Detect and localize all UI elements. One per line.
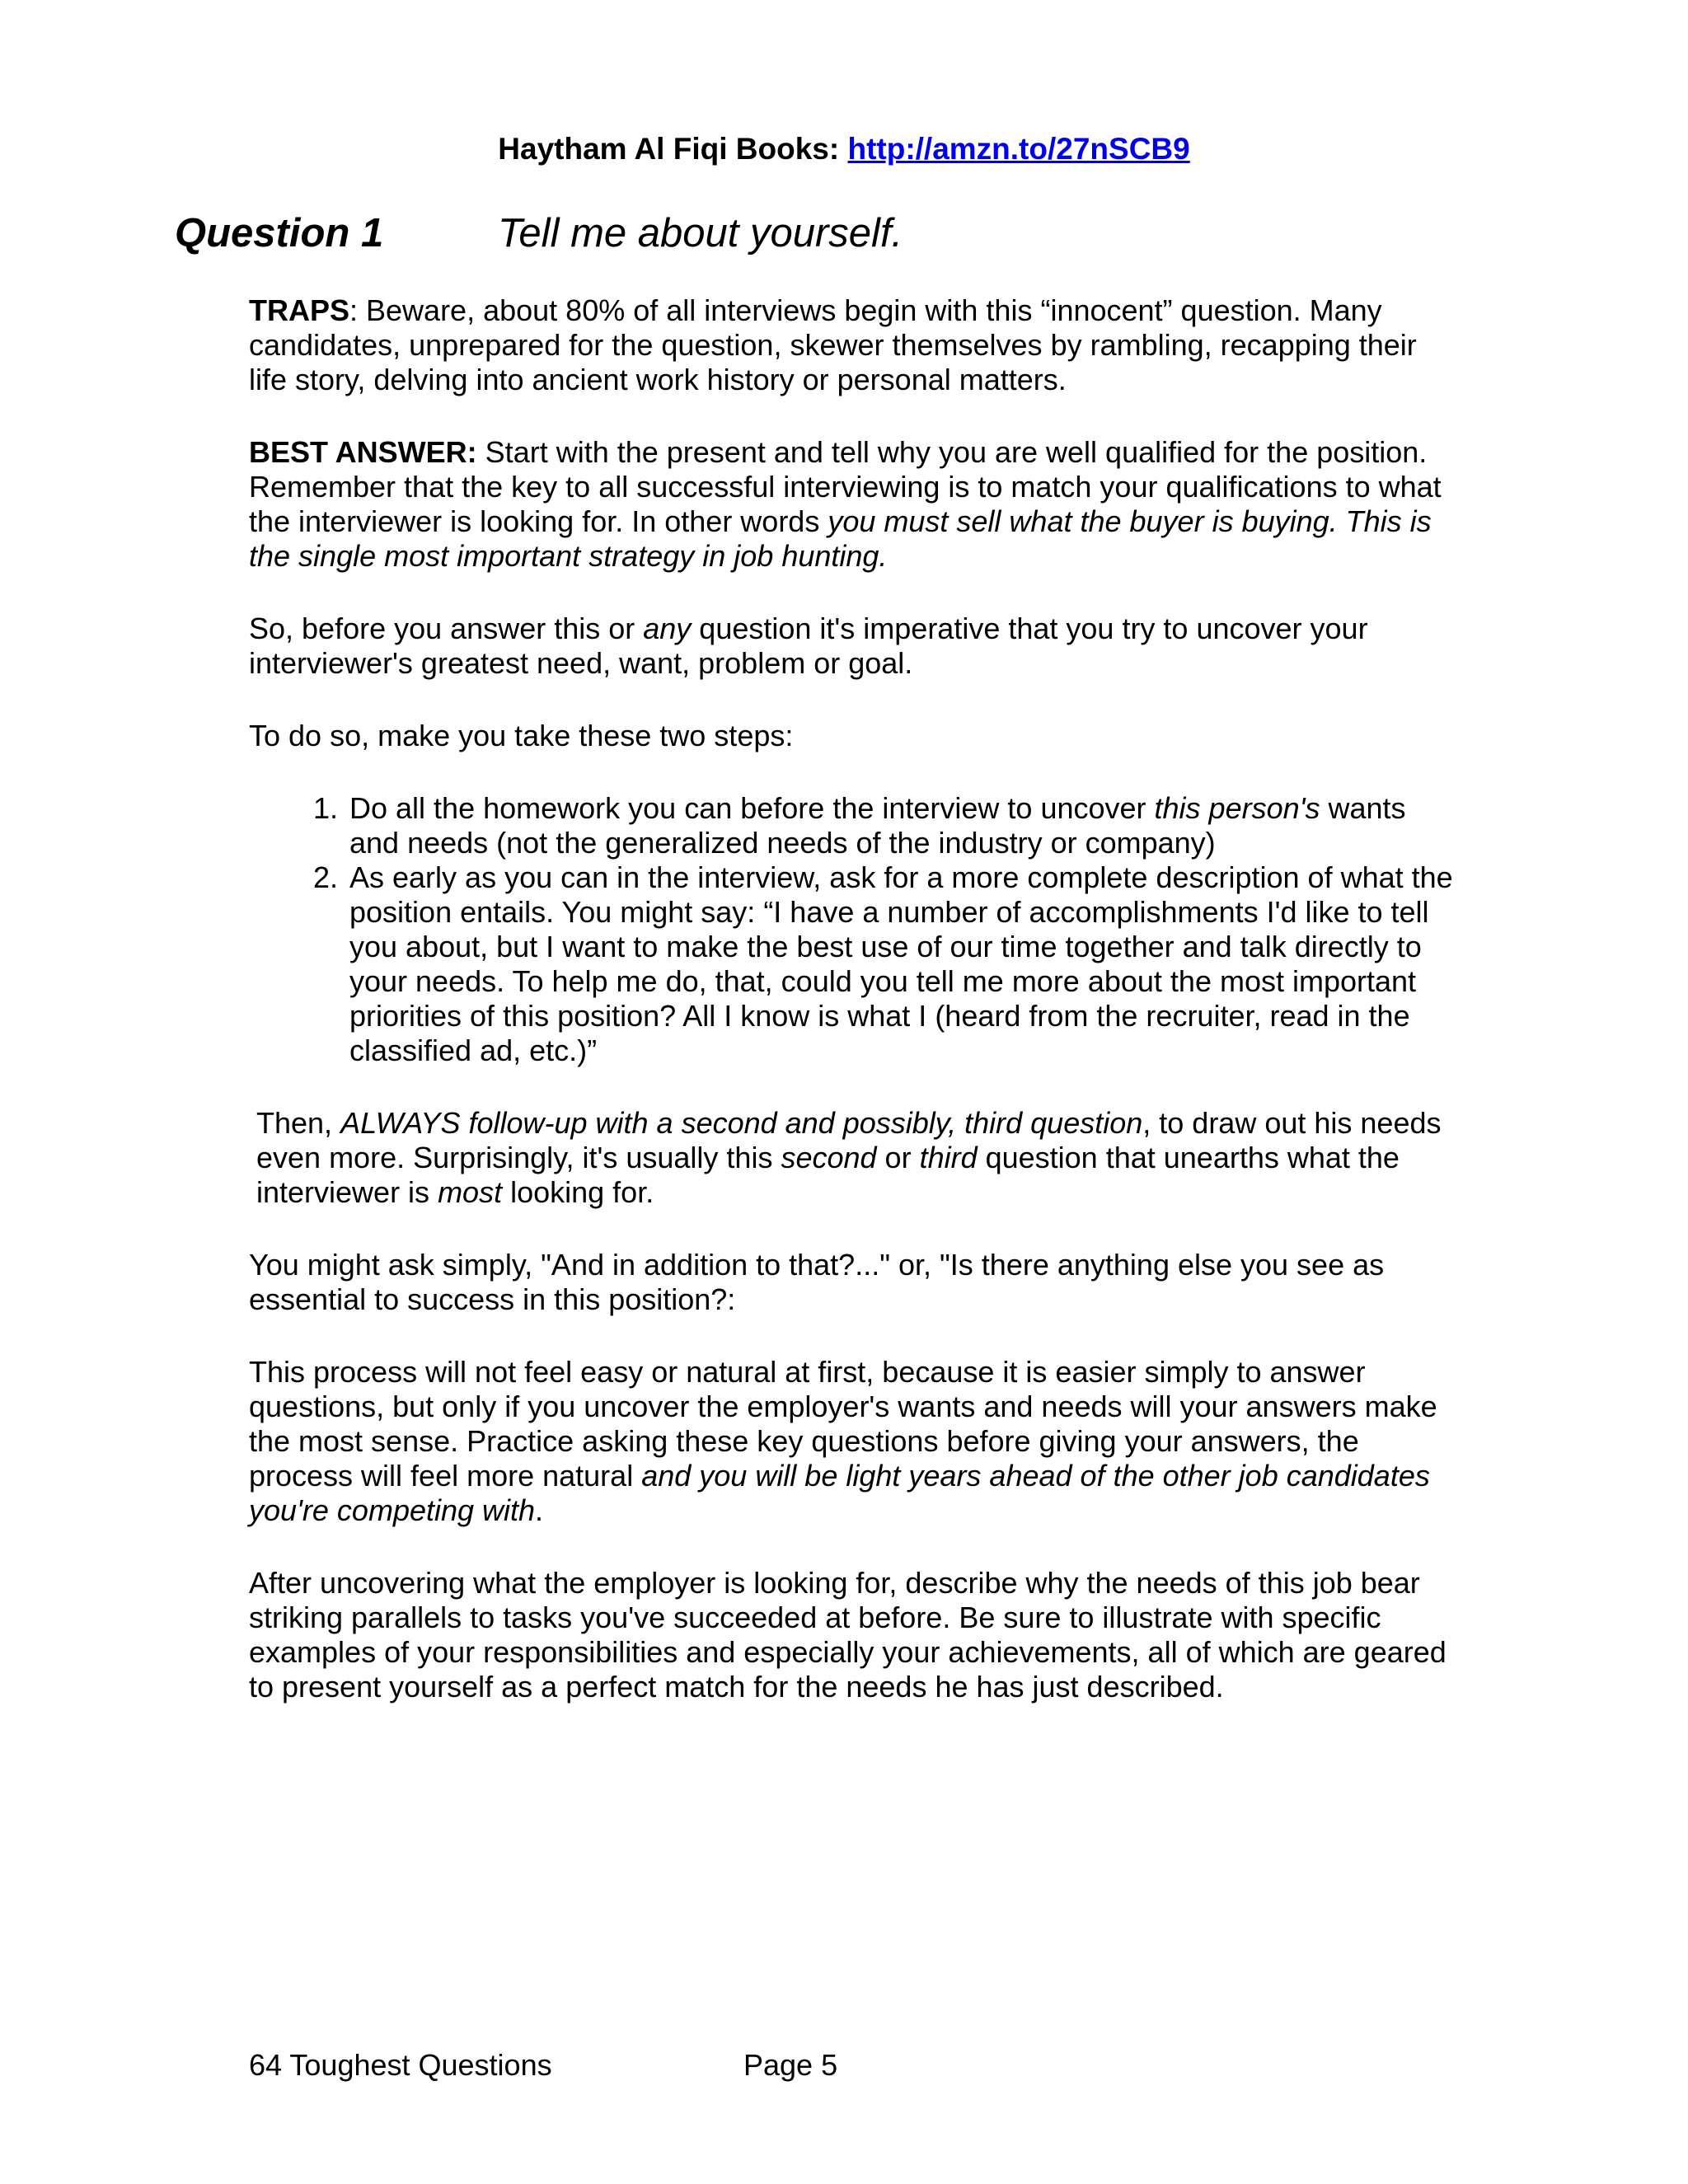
header-label: Haytham Al Fiqi Books: (498, 132, 848, 166)
process-text-1: This process will not feel easy or natural at first, because it is easier simply to answer questions, but only if you uncover the employer's wants and needs will your answers make the most sense. Practice asking these key questions before giving your answers, the process will feel more natural (249, 1355, 1437, 1493)
so-emphasis: any (643, 612, 692, 645)
page-footer (249, 2048, 1073, 2083)
question-text: Tell me about yourself. (498, 211, 903, 255)
traps-paragraph (249, 293, 1461, 397)
then-text-2: , to draw out his needs even more. Surprisingly, it's usually this (256, 1106, 1442, 1174)
so-text-2: question it's imperative that you try to uncover your interviewer's greatest need, want, problem or goal. (249, 612, 1368, 680)
then-or: or (876, 1141, 920, 1174)
traps-text: : Beware, about 80% of all interviews begin with this “innocent” question. Many candidates, unprepared for the question, skewer themselves by rambling, recapping their life story, delving into ancient work history or personal matters. (249, 293, 1417, 396)
answer-body (249, 293, 1461, 1742)
ask-paragraph: You might ask simply, "And in addition to that?..." or, "Is there anything else you see as essential to success in this position?: (249, 1248, 1385, 1316)
then-second: second (781, 1141, 877, 1174)
then-most: most (438, 1175, 503, 1209)
so-text-1: So, before you answer this or (249, 612, 644, 645)
step-item-2: 2. As early as you can in the interview, ask for a more complete description of what the position entails. You might say: “I have a number of accomplishments I'd like to tell you about, but I want to make the best use of our time together and talk directly to your needs. To help me do, that, could you tell me more about the most important priorities of this position? All I know is what I (heard from the recruiter, read in the classified ad, etc.)” (346, 860, 1461, 1068)
best-answer-emphasis: you must sell what the buyer is buying. This is the single most important strategy in job hunting. (249, 504, 1432, 573)
step1-emphasis: this person's (1154, 791, 1320, 825)
follow-up-paragraph (249, 1106, 1461, 1210)
step-item-1 (346, 791, 1461, 860)
then-text-1: Then, (256, 1106, 341, 1140)
then-text-4: looking for. (502, 1175, 654, 1209)
process-emphasis: and you will be light years ahead of the other job candidates you're competing with (249, 1459, 1430, 1527)
traps-label: TRAPS (249, 293, 350, 327)
page-number: Page 5 (743, 2048, 838, 2082)
before-answer-paragraph (249, 612, 1461, 681)
step1-text-a: Do all the homework you can before the interview to uncover (349, 791, 1155, 825)
page-header (0, 130, 1688, 168)
then-emphasis: ALWAYS follow-up with a second and possibly, third question (340, 1106, 1143, 1140)
steps-list (249, 791, 1461, 1068)
then-text-3: question that unearths what the interviewer is (256, 1141, 1400, 1209)
footer-title: 64 Toughest Questions (249, 2048, 552, 2082)
question-number: Question 1 (175, 211, 384, 255)
steps-intro: To do so, make you take these two steps: (249, 719, 794, 752)
best-answer-paragraph (249, 435, 1461, 574)
then-third: third (919, 1141, 978, 1174)
best-answer-label: BEST ANSWER: (249, 435, 477, 469)
process-paragraph (249, 1355, 1461, 1528)
process-text-2: . (535, 1493, 544, 1527)
step1-text-b: wants and needs (not the generalized needs of the industry or company) (349, 791, 1406, 860)
books-link[interactable]: http://amzn.to/27nSCB9 (847, 132, 1190, 166)
best-answer-text: Start with the present and tell why you are well qualified for the position. Remember that the key to all successful interviewing is to match your qualifications to what the interviewer is looking for. In other words (249, 435, 1442, 538)
after-paragraph: After uncovering what the employer is looking for, describe why the needs of this job bear striking parallels to tasks you've succeeded at before. Be sure to illustrate with specific examples of your responsibilities and especially your achievements, all of which are geared to present yourself as a perfect match for the needs he has just described. (249, 1566, 1447, 1704)
